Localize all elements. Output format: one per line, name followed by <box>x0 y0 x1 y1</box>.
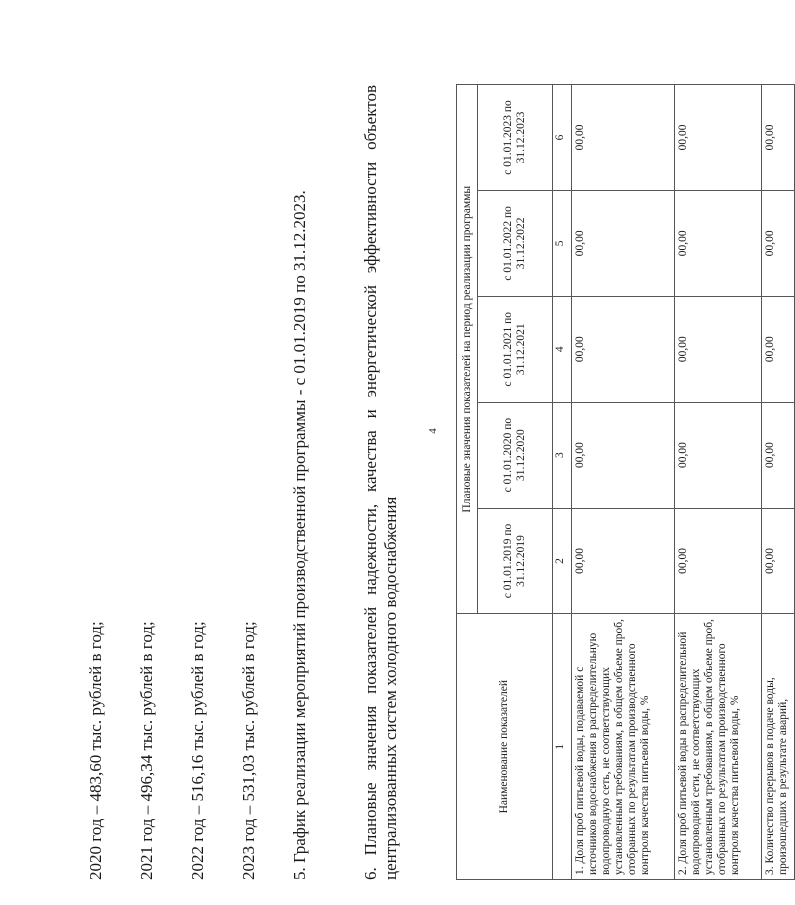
indicator-value: 00,00 <box>675 402 762 508</box>
cost-line-2022: 2022 год – 516,16 тыс. рублей в год; <box>188 621 207 880</box>
column-index: 6 <box>553 85 572 191</box>
indicator-name: 3. Количество перерывов в подаче воды, произошедших в результате аварий, <box>762 614 795 880</box>
indicator-value: 00,00 <box>572 296 675 402</box>
header-period: с 01.01.2021 по 31.12.2021 <box>478 296 553 402</box>
header-period: с 01.01.2019 по 31.12.2019 <box>478 508 553 614</box>
rotated-document <box>8 20 789 880</box>
indicator-value: 00,00 <box>762 296 795 402</box>
section-6-word: показателей <box>361 606 380 694</box>
section-6-word: значения <box>361 705 380 771</box>
cost-line-2023: 2023 год – 531,03 тыс. рублей в год; <box>239 621 258 880</box>
indicators-table <box>456 84 795 880</box>
section-6-word: 6. <box>361 867 380 880</box>
section-6-word: объектов <box>361 85 380 150</box>
header-indicator-name: Наименование показателей <box>457 614 553 880</box>
indicator-value: 00,00 <box>572 508 675 614</box>
cost-line-2020: 2020 год – 483,60 тыс. рублей в год; <box>86 621 105 880</box>
indicator-value: 00,00 <box>675 508 762 614</box>
indicator-value: 00,00 <box>762 402 795 508</box>
section-6-word: энергетической <box>361 285 380 398</box>
indicator-value: 00,00 <box>762 508 795 614</box>
indicator-value: 00,00 <box>572 402 675 508</box>
indicator-value: 00,00 <box>675 190 762 296</box>
column-index: 4 <box>553 296 572 402</box>
section-6-word: надежности, <box>361 503 380 595</box>
header-period: с 01.01.2020 по 31.12.2020 <box>478 402 553 508</box>
table-row <box>675 85 762 880</box>
section-6-line-2: централизованных систем холодного водоснабжения <box>381 496 400 880</box>
table-row <box>762 85 795 880</box>
section-5-heading: 5. График реализации мероприятий производственной программы - с 01.01.2019 по 31.12.2023. <box>290 190 309 880</box>
indicator-value: 00,00 <box>675 296 762 402</box>
section-6-heading <box>361 85 401 880</box>
section-6-word: и <box>361 409 380 419</box>
header-period: с 01.01.2023 по 31.12.2023 <box>478 85 553 191</box>
section-6-line-1 <box>361 85 381 880</box>
indicator-value: 00,00 <box>762 85 795 191</box>
indicator-value: 00,00 <box>762 190 795 296</box>
section-6-word: эффективности <box>361 161 380 274</box>
section-6-word: Плановые <box>361 782 380 856</box>
column-index: 3 <box>553 402 572 508</box>
indicator-value: 00,00 <box>572 85 675 191</box>
indicator-name: 2. Доля проб питьевой воды в распределительной водопроводной сети, не соответствующих установленным требованиям, в общем объеме проб, отобранных по результатам производственного контроля качества питьевой воды, % <box>675 614 762 880</box>
column-index: 1 <box>553 614 572 880</box>
header-plan-values: Плановые значения показателей на период реализации программы <box>457 85 478 614</box>
indicator-name: 1. Доля проб питьевой воды, подаваемой с источников водоснабжения в распределительную водопроводную сеть, не соответствующих установленным требованиям, в общем объеме проб, отобранных по результатам производственного контроля качества питьевой воды, % <box>572 614 675 880</box>
page-number: 4 <box>426 428 439 434</box>
indicator-value: 00,00 <box>675 85 762 191</box>
column-index: 5 <box>553 190 572 296</box>
section-6-word: качества <box>361 430 380 492</box>
table-row <box>572 85 675 880</box>
table-header-row <box>457 85 478 880</box>
table-index-row <box>553 85 572 880</box>
indicator-value: 00,00 <box>572 190 675 296</box>
cost-line-2021: 2021 год – 496,34 тыс. рублей в год; <box>137 621 156 880</box>
header-period: с 01.01.2022 по 31.12.2022 <box>478 190 553 296</box>
column-index: 2 <box>553 508 572 614</box>
